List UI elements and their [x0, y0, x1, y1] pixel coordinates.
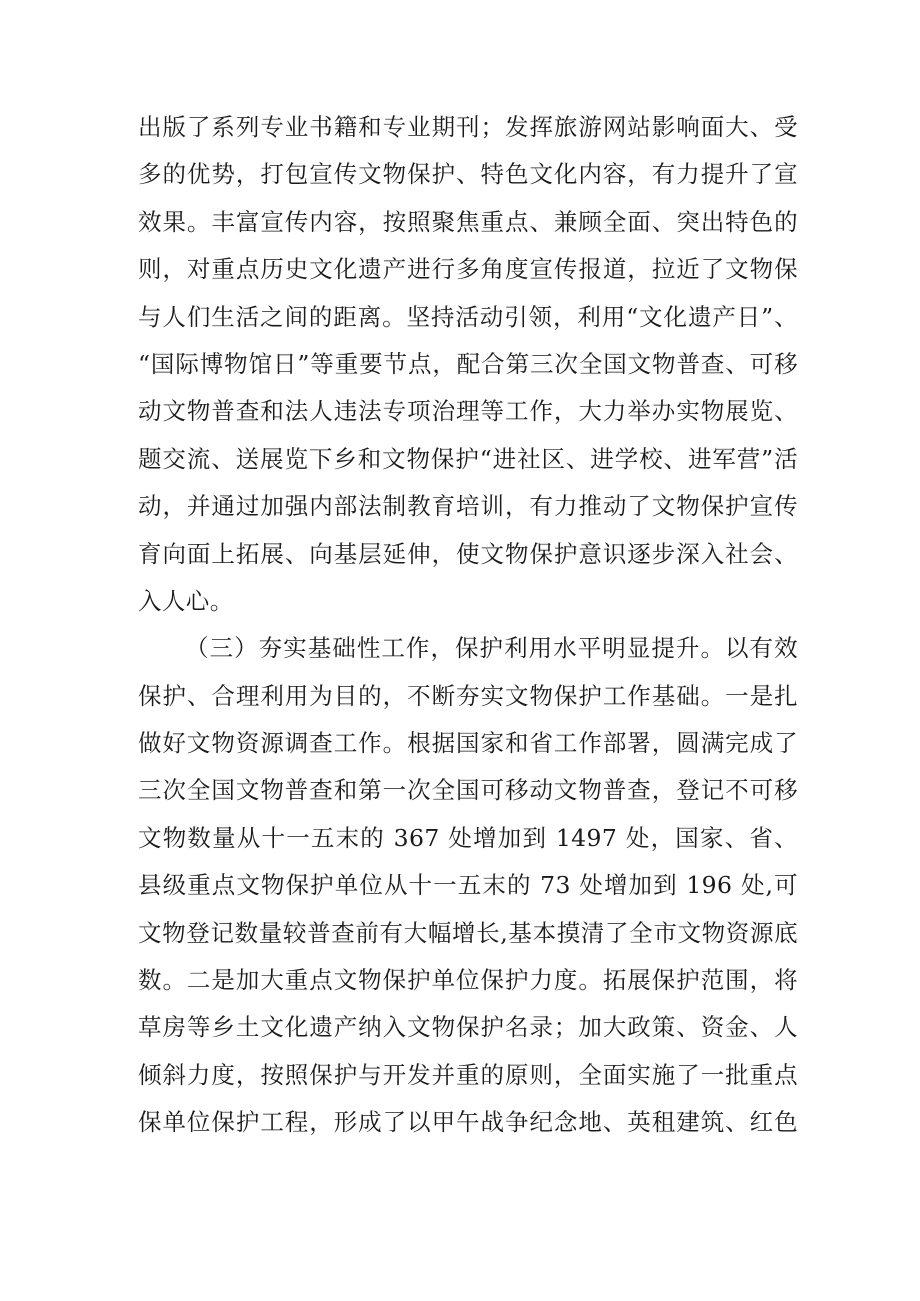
text-line: 与人们生活之间的距离。坚持活动引领，利用“文化遗产日”、	[138, 302, 798, 331]
text-line: 保单位保护工程，形成了以甲午战争纪念地、英租建筑、红色	[138, 1108, 798, 1137]
text-line: 效果。丰富宣传内容，按照聚焦重点、兼顾全面、突出特色的	[138, 207, 798, 236]
text-line: 动，并通过加强内部法制教育培训，有力推动了文物保护宣传	[138, 492, 798, 521]
text-line: 入人心。	[138, 586, 234, 615]
text-line: 多的优势，打包宣传文物保护、特色文化内容，有力提升了宣	[138, 160, 798, 189]
text-line: 出版了系列专业书籍和专业期刊；发挥旅游网站影响面大、受	[138, 113, 798, 141]
text-line: 题交流、送展览下乡和文物保护“进社区、进学校、进军营”活	[138, 444, 798, 473]
text-line: 文物数量从十一五末的 367 处增加到 1497 处，国家、省、	[138, 823, 798, 852]
text-line: 保护、合理利用为目的，不断夯实文物保护工作基础。一是扎	[138, 681, 798, 710]
section-heading-line: （三）夯实基础性工作，保护利用水平明显提升。以有效	[185, 634, 798, 663]
text-line: 文物登记数量较普查前有大幅增长,基本摸清了全市文物资源底	[138, 918, 798, 947]
text-line: 草房等乡土文化遗产纳入文物保护名录；加大政策、资金、人	[138, 1013, 798, 1042]
text-line: 做好文物资源调查工作。根据国家和省工作部署，圆满完成了	[138, 729, 798, 758]
text-line: 则，对重点历史文化遗产进行多角度宣传报道，拉近了文物保	[138, 255, 798, 284]
text-line: 三次全国文物普查和第一次全国可移动文物普查，登记不可移	[138, 776, 798, 805]
text-line: 县级重点文物保护单位从十一五末的 73 处增加到 196 处,可	[138, 871, 798, 900]
text-line: 育向面上拓展、向基层延伸，使文物保护意识逐步深入社会、	[138, 539, 798, 568]
text-line: 数。二是加大重点文物保护单位保护力度。拓展保护范围，将	[138, 966, 798, 995]
text-line: 倾斜力度，按照保护与开发并重的原则，全面实施了一批重点	[138, 1060, 798, 1089]
text-line: 动文物普查和法人违法专项治理等工作，大力举办实物展览、	[138, 397, 798, 426]
text-line: “国际博物馆日”等重要节点，配合第三次全国文物普查、可移	[138, 349, 798, 378]
body-text	[138, 104, 798, 1147]
